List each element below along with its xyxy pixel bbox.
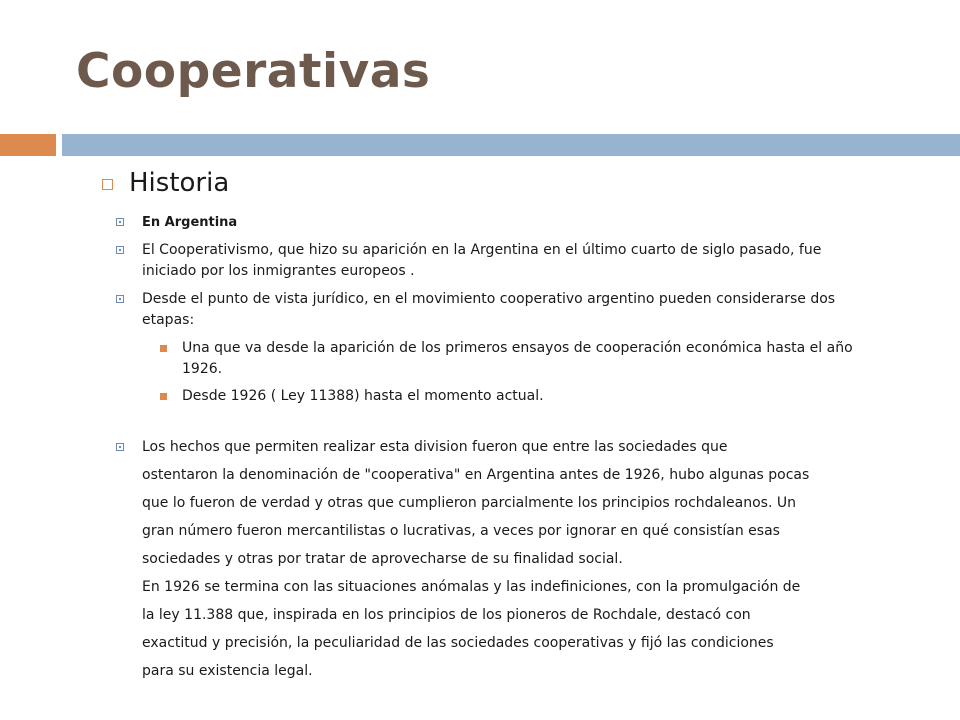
list-item	[116, 212, 876, 233]
sub-list-item-text: Desde 1926 ( Ley 11388) hasta el momento actual.	[182, 388, 544, 404]
list-item-text: En Argentina	[142, 215, 238, 230]
list-item-text: Desde el punto de vista jurídico, en el movimiento cooperativo argentino pueden considerarse dos etapas:	[142, 291, 836, 328]
list-item	[116, 289, 876, 331]
slide-content	[116, 212, 876, 685]
square-bullet-icon	[116, 218, 124, 226]
level1-item	[102, 168, 229, 198]
slide-title: Cooperativas	[76, 44, 431, 99]
paragraph-line: gran número fueron mercantilistas o lucrativas, a veces por ignorar en qué consistían esas	[142, 523, 780, 539]
paragraph-line: En 1926 se termina con las situaciones anómalas y las indefiniciones, con la promulgación de	[142, 579, 801, 595]
paragraph-line: la ley 11.388 que, inspirada en los principios de los pioneros de Rochdale, destacó con	[142, 607, 751, 623]
paragraph-line: exactitud y precisión, la peculiaridad de las sociedades cooperativas y fijó las condiciones	[142, 635, 774, 651]
level1-heading: Historia	[129, 168, 230, 198]
sub-list-item	[116, 386, 876, 407]
filled-square-bullet-icon	[160, 393, 167, 400]
paragraph-line: Los hechos que permiten realizar esta division fueron que entre las sociedades que	[142, 439, 728, 455]
paragraph-line: para su existencia legal.	[142, 663, 313, 679]
spacer	[116, 413, 876, 433]
square-bullet-icon	[116, 443, 124, 451]
paragraph-line: que lo fueron de verdad y otras que cumplieron parcialmente los principios rochdaleanos. Un	[142, 495, 796, 511]
accent-bar-blue	[62, 134, 960, 156]
square-bullet-icon	[116, 295, 124, 303]
filled-square-bullet-icon	[160, 345, 167, 352]
list-item	[116, 240, 876, 282]
paragraph-line: ostentaron la denominación de "cooperativa" en Argentina antes de 1926, hubo algunas pocas	[142, 467, 810, 483]
sub-list-item	[116, 338, 876, 380]
sub-list-item-text: Una que va desde la aparición de los primeros ensayos de cooperación económica hasta el año 1926.	[182, 340, 853, 377]
square-bullet-icon	[116, 246, 124, 254]
hollow-square-bullet-icon	[102, 179, 113, 190]
paragraph-line: sociedades y otras por tratar de aprovecharse de su finalidad social.	[142, 551, 623, 567]
paragraph-item	[116, 433, 876, 685]
accent-bar-orange	[0, 134, 56, 156]
list-item-text: El Cooperativismo, que hizo su aparición en la Argentina en el último cuarto de siglo pasado, fue iniciado por los inmigrantes europeos .	[142, 242, 822, 279]
